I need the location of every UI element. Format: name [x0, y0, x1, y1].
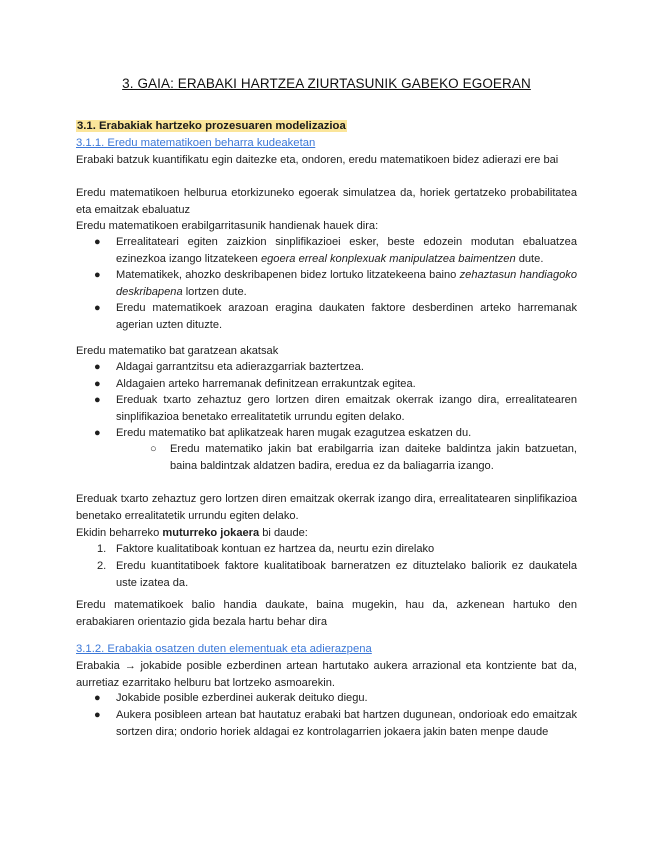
- paragraph-quantify: Erabaki batzuk kuantifikatu egin daitezke eta, ondoren, eredu matematikoen bidez adierazi ere bai: [76, 154, 559, 166]
- bullet-icon: ●: [94, 394, 101, 406]
- list-item-text: dute.: [515, 252, 544, 265]
- paragraph-purpose: Eredu matematikoen helburua etorkizuneko egoerak simulatzea da, horiek gertatzeko probabilitatea eta emaitzak ebaluatuz: [76, 187, 577, 216]
- list-number: 2.: [97, 560, 107, 572]
- bullet-icon: ●: [94, 378, 101, 390]
- list-item: Ereduak txarto zehaztuz gero lortzen diren emaitzak okerrak izango dira, errealitatearen sinplifikazioa benetako errealitatetik urrundu egiten delako.: [116, 394, 577, 423]
- paragraph-errors-intro: Eredu matematiko bat garatzean akatsak: [76, 345, 279, 357]
- paragraph-text: Ekidin beharreko: [76, 527, 163, 539]
- list-number: 1.: [97, 543, 107, 555]
- list-item: Aldagai garrantzitsu eta adierazgarriak baztertzea.: [116, 361, 364, 373]
- section-heading-3-1-2: 3.1.2. Erabakia osatzen duten elementuak eta adierazpena: [76, 643, 372, 655]
- list-item: [116, 234, 577, 267]
- list-item: Eredu matematiko bat aplikatzeak haren mugak ezagutzea eskatzen du.: [116, 427, 472, 439]
- paragraph-extremes-intro: [76, 525, 577, 542]
- section-heading-3-1-1: 3.1.1. Eredu matematikoen beharra kudeaketan: [76, 137, 316, 149]
- bullet-icon: ●: [94, 709, 101, 721]
- paragraph-decision-definition: Erabakia → jokabide posible ezberdinen artean hartutako aukera arrazional eta kontziente bat da, aurretiaz ezarritako helburu bat lortzeko asmoarekin.: [76, 660, 577, 689]
- list-item: Aukera posibleen artean bat hautatuz erabaki bat hartzen dugunean, ondorioak edo emaitzak sortzen dira; ondorio horiek aldagai ez kontrolagarrien jokaera jakin baten menpe daude: [116, 709, 577, 738]
- paragraph-wrong-models: Ereduak txarto zehaztuz gero lortzen diren emaitzak okerrak izango dira, errealitatearen sinplifikazioa benetako errealitatetik urrundu egiten delako.: [76, 493, 577, 522]
- bullet-icon: ●: [94, 361, 101, 373]
- list-item: Jokabide posible ezberdinei aukerak deituko diegu.: [116, 692, 368, 704]
- paragraph-text: bi daude:: [259, 527, 308, 539]
- bullet-icon: ●: [94, 269, 101, 281]
- section-heading-3-1: 3.1. Erabakiak hartzeko prozesuaren modelizazioa: [77, 120, 346, 132]
- list-item: Eredu matematikoek arazoan eragina daukaten faktore desberdinen arteko harremanak agerian uzten dituzte.: [116, 302, 577, 331]
- list-item-text: Matematikek, ahozko deskribapenen bidez lortuko litzatekeena baino: [116, 269, 460, 281]
- list-item: Eredu kuantitatiboek faktore kualitatiboak barneratzen ez dituztelako baliorik ez daukatela uste izatea da.: [116, 560, 577, 589]
- list-item-emphasis: zehaztasun handiagoko deskribapena: [116, 269, 577, 298]
- sub-bullet-icon: ○: [150, 443, 157, 455]
- list-item: Aldagaien arteko harremanak definitzean errakuntzak egitea.: [116, 378, 416, 390]
- paragraph-value: Eredu matematikoek balio handia daukate, baina mugekin, hau da, azkenean hartuko den erabakiaren orientazio gida bezala hartu behar dira: [76, 599, 577, 628]
- paragraph-emphasis: muturreko jokaera: [162, 527, 260, 539]
- page-title: 3. GAIA: ERABAKI HARTZEA ZIURTASUNIK GABEKO EGOERAN: [122, 76, 531, 91]
- bullet-icon: ●: [94, 427, 101, 439]
- bullet-icon: ●: [94, 236, 101, 248]
- bullet-icon: ●: [94, 302, 101, 314]
- list-item-text: Errealitateari egiten zaizkion sinplifikazioei esker, beste edozein modutan ebaluatzea ezinezkoa izango litzatekeen: [116, 236, 577, 265]
- sub-list-item: Eredu matematiko jakin bat erabilgarria izan daiteke baldintza jakin batzuetan, baina baldintzak aldatzen badira, eredua ez da baliagarria izango.: [170, 443, 577, 472]
- list-item: Faktore kualitatiboak kontuan ez hartzea da, neurtu ezin direlako: [116, 543, 435, 555]
- list-item-text: lortzen dute.: [182, 285, 247, 298]
- paragraph-usefulness-intro: Eredu matematikoen erabilgarritasunik handienak hauek dira:: [76, 220, 379, 232]
- list-item: [116, 267, 577, 300]
- list-item-emphasis: egoera erreal konplexuak manipulatzea baimentzen: [260, 252, 516, 265]
- bullet-icon: ●: [94, 692, 101, 704]
